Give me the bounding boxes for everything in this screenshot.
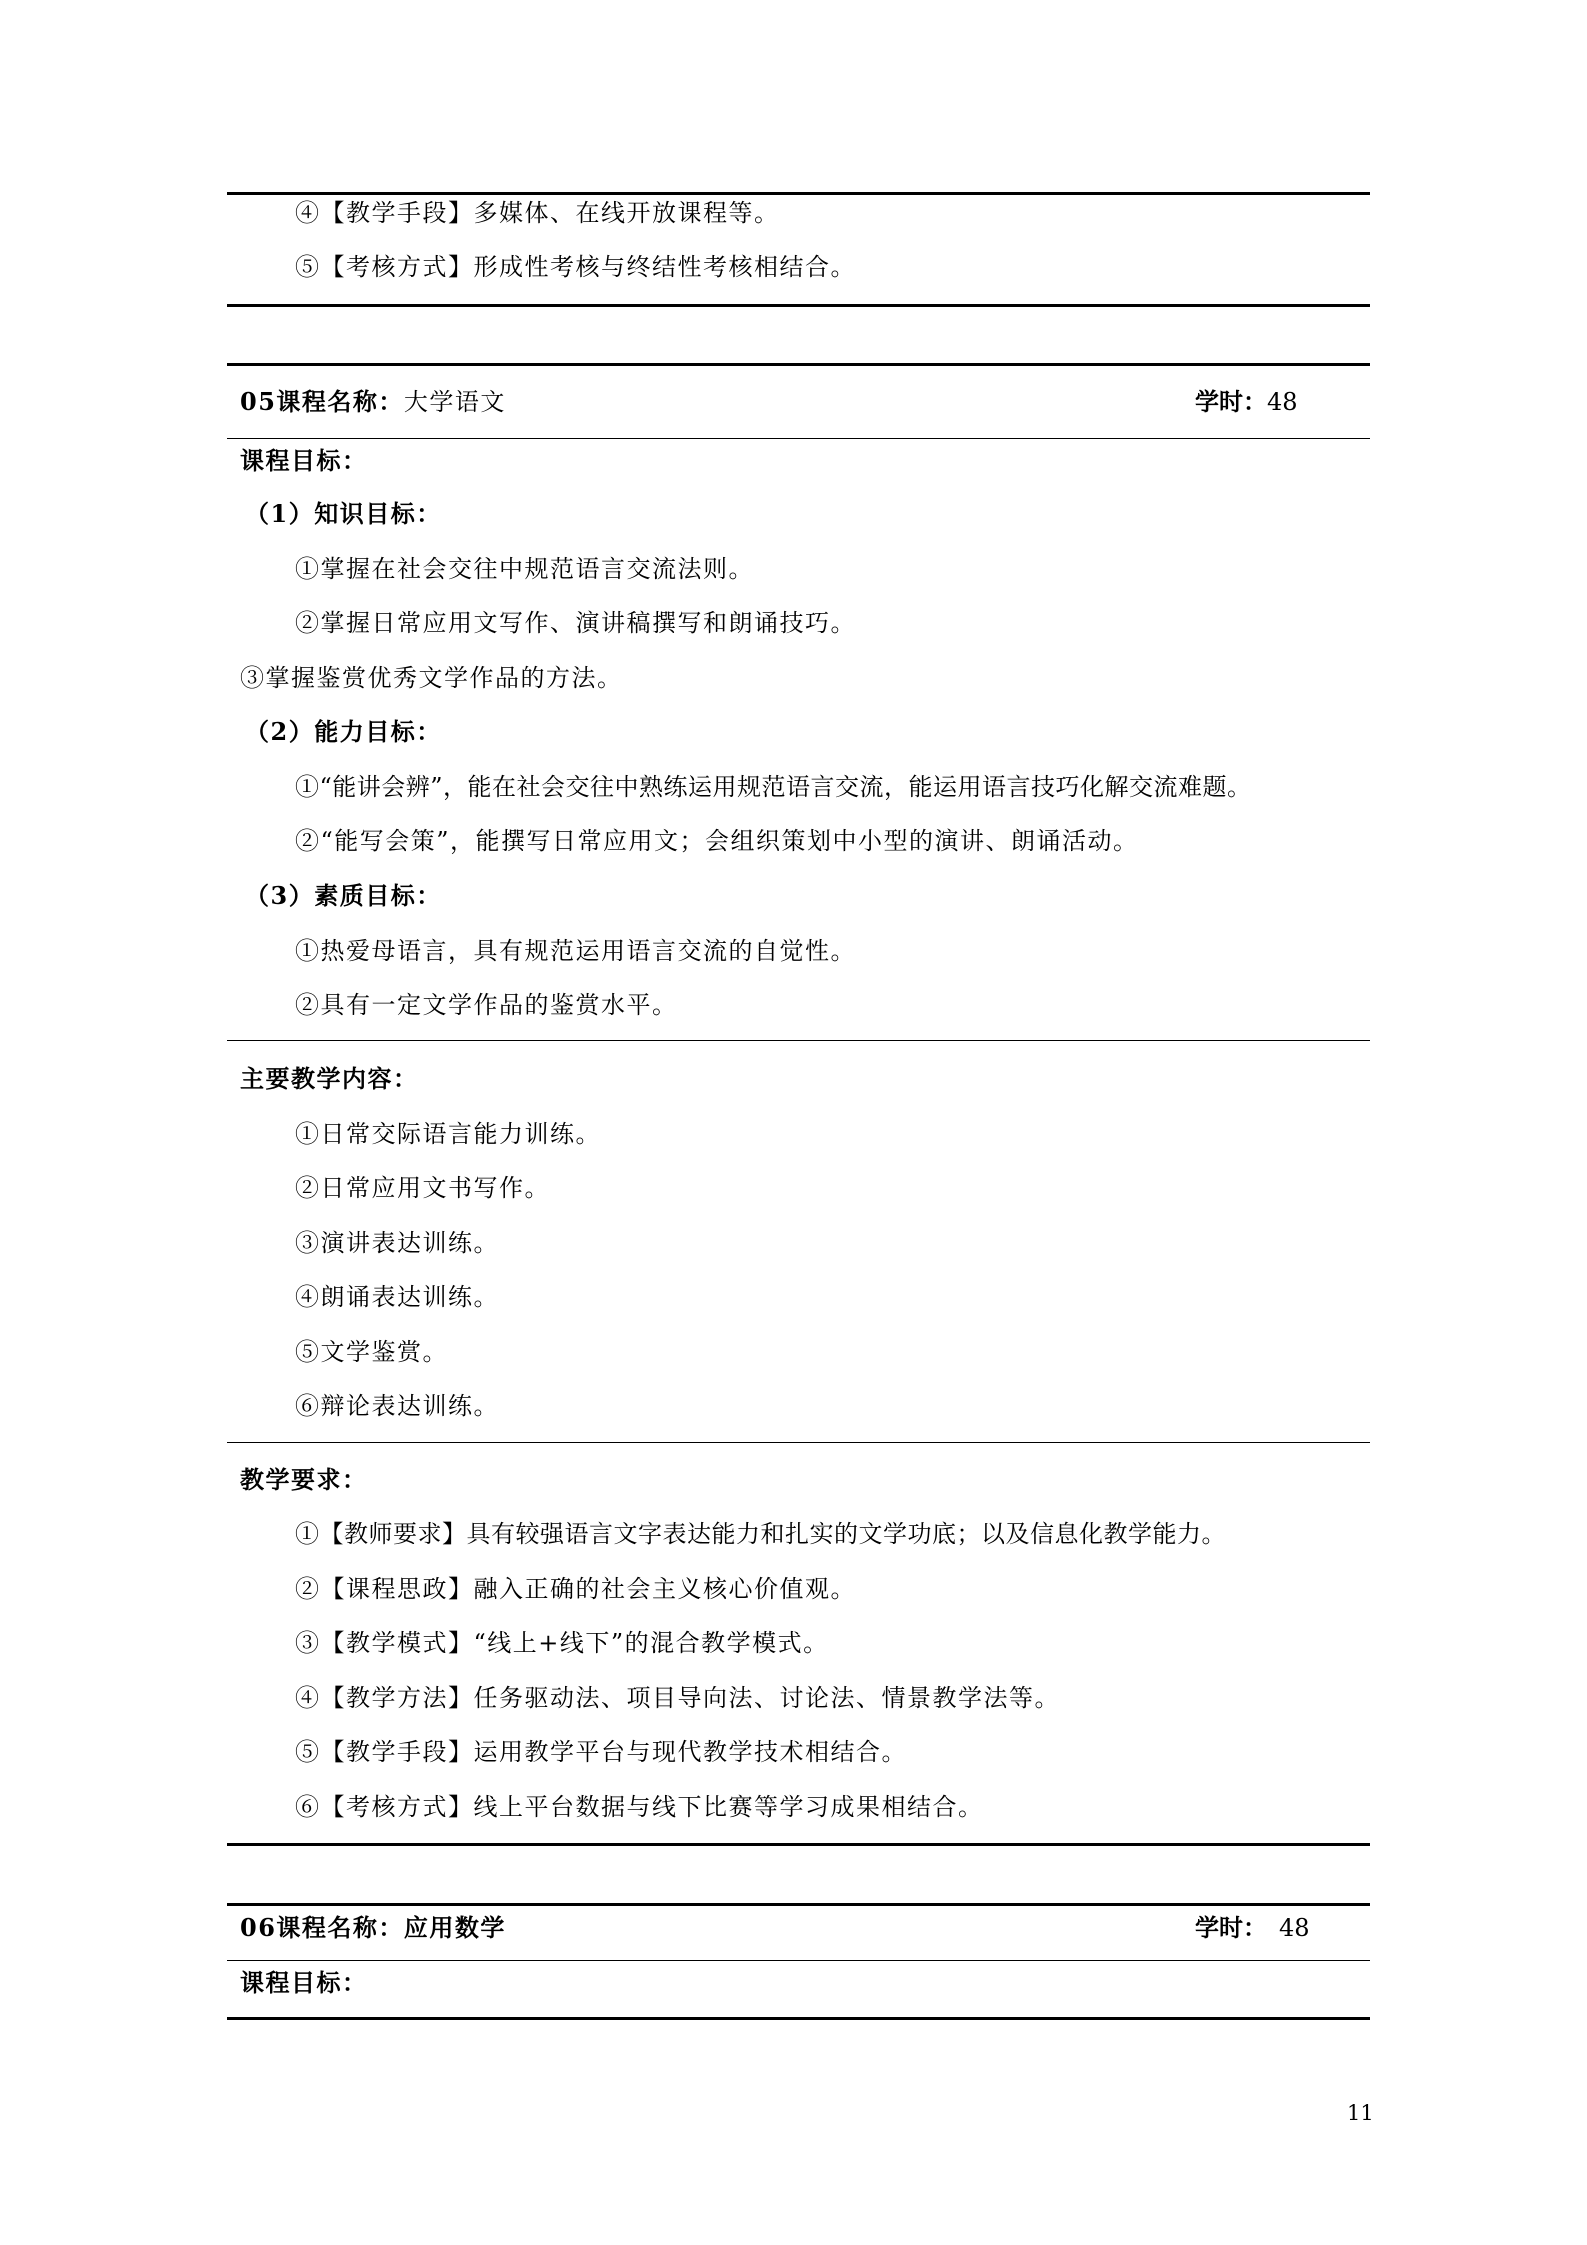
course05-requirement-2: ②【课程思政】融入正确的社会主义核心价值观。 xyxy=(295,1575,856,1603)
course05-quality-1: ①热爱母语言，具有规范运用语言交流的自觉性。 xyxy=(295,937,856,965)
course05-objectives-title: 课程目标： xyxy=(240,446,368,475)
course05-content-2: ②日常应用文书写作。 xyxy=(295,1174,550,1202)
table-bottom-rule xyxy=(227,304,1370,307)
course05-requirement-5: ⑤【教学手段】运用教学平台与现代教学技术相结合。 xyxy=(295,1738,907,1766)
course05-hours-label: 学时： xyxy=(1195,387,1267,416)
course06-title-divider xyxy=(227,1960,1370,1961)
table-top-rule xyxy=(227,192,1370,195)
course05-knowledge-3: ③掌握鉴赏优秀文学作品的方法。 xyxy=(240,664,623,692)
course05-name-label: 课程名称： xyxy=(276,387,404,416)
course05-content-4: ④朗诵表达训练。 xyxy=(295,1283,499,1311)
course05-hours: 48 xyxy=(1267,388,1298,416)
course05-content-title: 主要教学内容： xyxy=(240,1064,419,1093)
course05-content-1: ①日常交际语言能力训练。 xyxy=(295,1120,601,1148)
course05-knowledge-title: （1）知识目标： xyxy=(245,499,442,528)
course05-content-divider xyxy=(227,1442,1370,1443)
course05-requirements-title: 教学要求： xyxy=(240,1465,368,1494)
course05-content-5: ⑤文学鉴赏。 xyxy=(295,1338,448,1366)
course05-ability-2: ②“能写会策”，能撰写日常应用文；会组织策划中小型的演讲、朗诵活动。 xyxy=(295,827,1139,855)
course05-hours-row xyxy=(1195,387,1298,417)
course05-ability-title: （2）能力目标： xyxy=(245,717,442,746)
course05-content-3: ③演讲表达训练。 xyxy=(295,1229,499,1257)
course06-number: 06 xyxy=(240,1913,277,1942)
page-number: 11 xyxy=(1347,2101,1374,2125)
course05-requirement-6: ⑥【考核方式】线上平台数据与线下比赛等学习成果相结合。 xyxy=(295,1793,984,1821)
course05-knowledge-1: ①掌握在社会交往中规范语言交流法则。 xyxy=(295,555,754,583)
course05-quality-2: ②具有一定文学作品的鉴赏水平。 xyxy=(295,991,678,1019)
course05-content-6: ⑥辩论表达训练。 xyxy=(295,1392,499,1420)
course05-title-divider xyxy=(227,438,1370,439)
course06-name-label: 课程名称： xyxy=(276,1913,404,1942)
course06-hours-label: 学时： xyxy=(1195,1913,1267,1942)
course06-hours-row xyxy=(1195,1913,1310,1943)
course06-hours: 48 xyxy=(1279,1914,1310,1942)
course05-name: 大学语文 xyxy=(403,388,506,416)
course05-requirement-3: ③【教学模式】“线上+线下”的混合教学模式。 xyxy=(295,1629,829,1657)
course05-top-rule xyxy=(227,363,1370,366)
course06-bottom-rule xyxy=(227,2017,1370,2020)
course05-number: 05 xyxy=(240,387,277,416)
course05-requirement-4: ④【教学方法】任务驱动法、项目导向法、讨论法、情景教学法等。 xyxy=(295,1684,1060,1712)
course05-quality-title: （3）素质目标： xyxy=(245,881,442,910)
course06-top-rule xyxy=(227,1903,1370,1906)
course05-bottom-rule xyxy=(227,1843,1370,1846)
course05-title-row xyxy=(240,387,506,417)
course05-knowledge-2: ②掌握日常应用文写作、演讲稿撰写和朗诵技巧。 xyxy=(295,609,856,637)
cont-line-1: ④【教学手段】多媒体、在线开放课程等。 xyxy=(295,199,780,227)
course06-name: 应用数学 xyxy=(403,1913,506,1942)
course05-requirement-1: ①【教师要求】具有较强语言文字表达能力和扎实的文学功底；以及信息化教学能力。 xyxy=(295,1520,1226,1548)
cont-line-2: ⑤【考核方式】形成性考核与终结性考核相结合。 xyxy=(295,253,856,281)
course05-ability-1: ①“能讲会辨”，能在社会交往中熟练运用规范语言交流，能运用语言技巧化解交流难题。 xyxy=(295,773,1252,801)
course06-title-row xyxy=(240,1913,506,1943)
course05-objectives-divider xyxy=(227,1040,1370,1041)
course06-objectives-title: 课程目标： xyxy=(240,1968,368,1997)
